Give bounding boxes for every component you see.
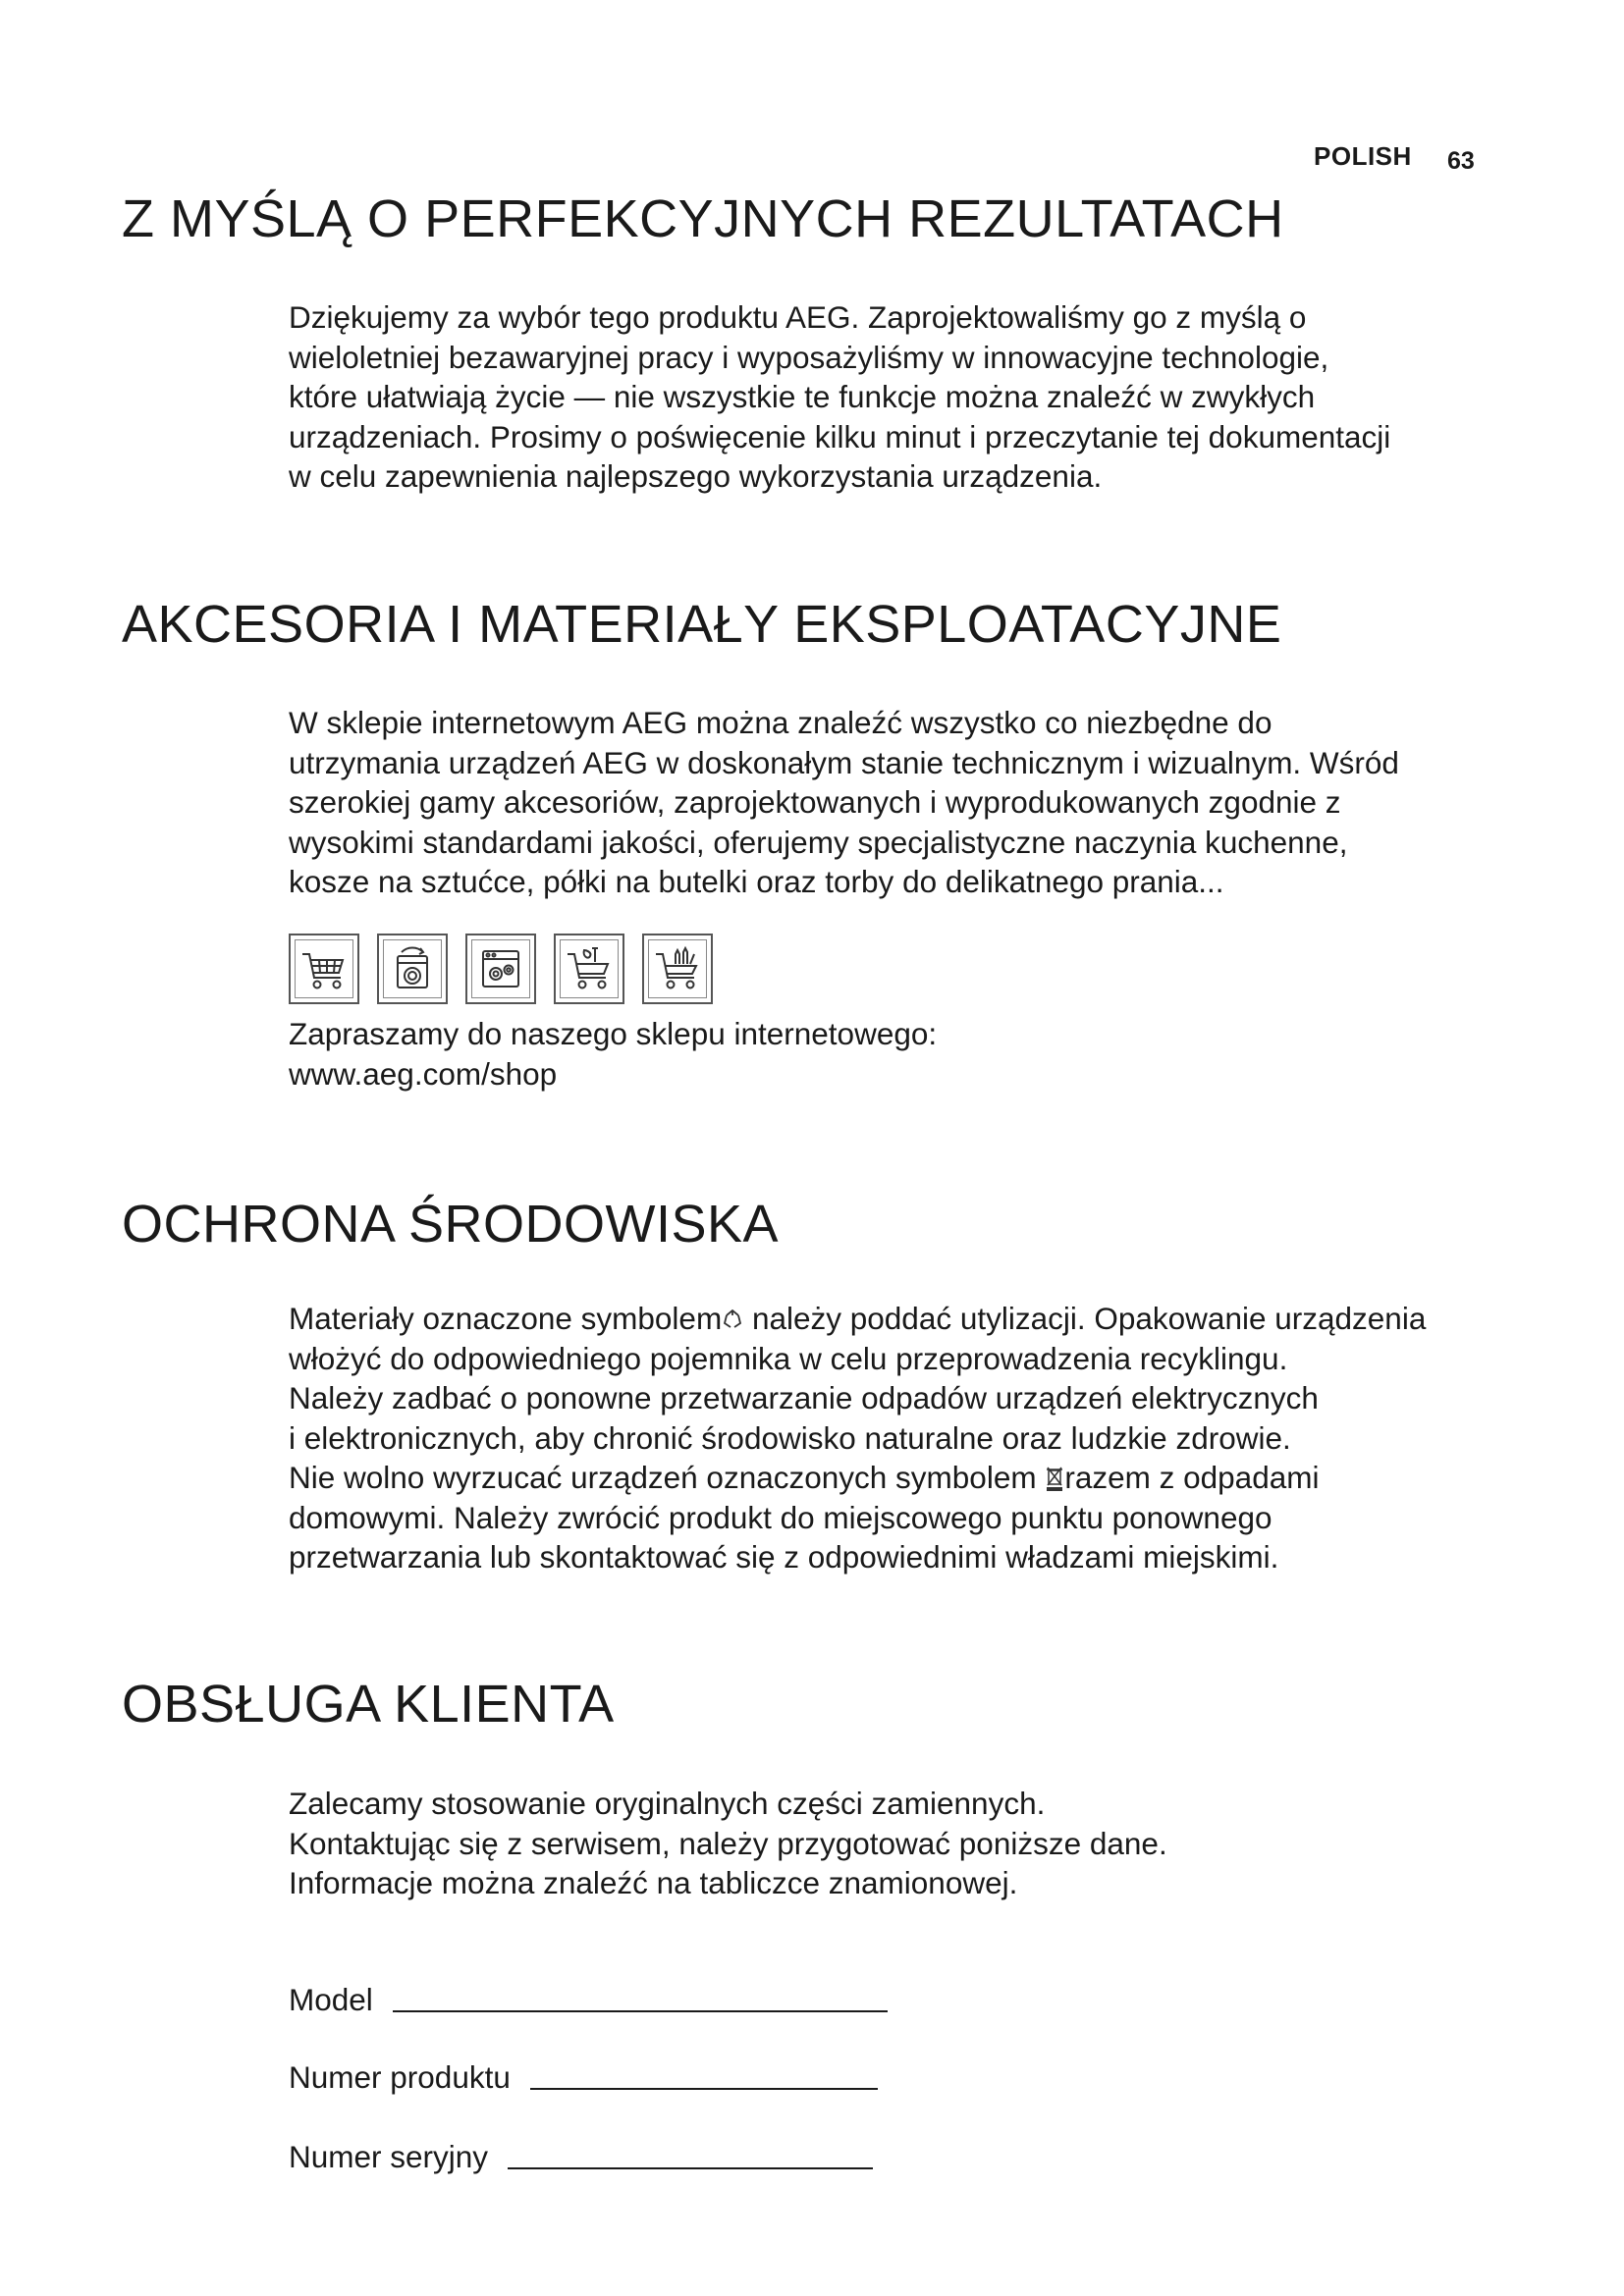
product-number-input-line[interactable] bbox=[530, 2088, 878, 2090]
text-line: domowymi. Należy zwrócić produkt do miejscowego punktu ponownego bbox=[289, 1499, 1272, 1535]
cart-bottles-icon bbox=[642, 934, 713, 1004]
shopping-cart-icon bbox=[289, 934, 359, 1004]
serial-number-label: Numer seryjny bbox=[289, 2139, 489, 2174]
text-line: Należy zadbać o ponowne przetwarzanie odpadów urządzeń elektrycznych bbox=[289, 1380, 1319, 1415]
model-field bbox=[289, 1982, 888, 2018]
text-line: Informacje można znaleźć na tabliczce znamionowej. bbox=[289, 1865, 1018, 1900]
header-language: POLISH bbox=[1314, 141, 1412, 171]
text-line: Dziękujemy za wybór tego produktu AEG. Zaprojektowaliśmy go z myślą o bbox=[289, 299, 1307, 335]
accessory-icons bbox=[289, 934, 713, 1010]
text-line: w celu zapewnienia najlepszego wykorzystania urządzenia. bbox=[289, 458, 1103, 494]
section-title-results: Z MYŚLĄ O PERFEKCYJNYCH REZULTATACH bbox=[122, 189, 1284, 248]
text-line: i elektronicznych, aby chronić środowisko naturalne oraz ludzkie zdrowie. bbox=[289, 1419, 1291, 1456]
text-line: które ułatwiają życie — nie wszystkie te funkcje można znaleźć w zwykłych bbox=[289, 379, 1316, 414]
model-input-line[interactable] bbox=[393, 2010, 888, 2012]
section-title-accessories: AKCESORIA I MATERIAŁY EKSPLOATACYJNE bbox=[122, 595, 1282, 654]
appliance-parts-icon bbox=[465, 934, 536, 1004]
results-paragraph bbox=[289, 297, 1526, 497]
washing-machine-care-icon bbox=[377, 934, 448, 1004]
text-line: utrzymania urządzeń AEG w doskonałym stanie technicznym i wizualnym. Wśród bbox=[289, 744, 1399, 780]
text-line: przetwarzania lub skontaktować się z odpowiednimi władzami miejskimi. bbox=[289, 1539, 1279, 1575]
text-line bbox=[289, 1458, 1526, 1498]
text-line: Kontaktując się z serwisem, należy przygotować poniższe dane. bbox=[289, 1825, 1167, 1861]
text-line: wieloletniej bezawaryjnej pracy i wyposażyliśmy w innowacyjne technologie, bbox=[289, 339, 1329, 375]
shop-link[interactable]: www.aeg.com/shop bbox=[289, 1055, 558, 1092]
recycling-icon bbox=[722, 1308, 743, 1333]
text-line: kosze na sztućce, półki na butelki oraz torby do delikatnego prania... bbox=[289, 864, 1224, 899]
page-number: 63 bbox=[1447, 147, 1475, 175]
text-line: szerokiej gamy akcesoriów, zaprojektowanych i wyprodukowanych zgodnie z bbox=[289, 784, 1341, 820]
serial-number-input-line[interactable] bbox=[508, 2167, 873, 2169]
accessories-paragraph bbox=[289, 703, 1526, 902]
text-line: urządzeniach. Prosimy o poświęcenie kilku minut i przeczytanie tej dokumentacji bbox=[289, 418, 1391, 454]
shop-text: Zapraszamy do naszego sklepu internetowego: bbox=[289, 1016, 938, 1051]
serial-number-field bbox=[289, 2139, 873, 2175]
text-segment: razem z odpadami bbox=[1064, 1460, 1320, 1495]
text-line bbox=[289, 1299, 1526, 1339]
customer-service-paragraph bbox=[289, 1784, 1526, 1903]
text-line: Zalecamy stosowanie oryginalnych części zamiennych. bbox=[289, 1786, 1046, 1821]
text-line: W sklepie internetowym AEG można znaleźć wszystko co niezbędne do bbox=[289, 705, 1272, 740]
shop-invitation bbox=[289, 1014, 1526, 1094]
model-label: Model bbox=[289, 1982, 373, 2017]
text-line: wysokimi standardami jakości, oferujemy specjalistyczne naczynia kuchenne, bbox=[289, 824, 1348, 860]
text-segment: należy poddać utylizacji. Opakowanie urządzenia bbox=[743, 1301, 1427, 1336]
text-line: włożyć do odpowiedniego pojemnika w celu przeprowadzenia recyklingu. bbox=[289, 1340, 1288, 1376]
environment-paragraph bbox=[289, 1299, 1526, 1577]
product-number-label: Numer produktu bbox=[289, 2059, 511, 2095]
product-number-field bbox=[289, 2059, 878, 2096]
cart-accessories-icon bbox=[554, 934, 624, 1004]
section-title-environment: OCHRONA ŚRODOWISKA bbox=[122, 1195, 780, 1254]
text-segment: Nie wolno wyrzucać urządzeń oznaczonych symbolem bbox=[289, 1460, 1046, 1495]
text-segment: Materiały oznaczone symbolem bbox=[289, 1301, 723, 1336]
crossed-bin-icon bbox=[1045, 1465, 1064, 1492]
section-title-customer-service: OBSŁUGA KLIENTA bbox=[122, 1675, 615, 1734]
